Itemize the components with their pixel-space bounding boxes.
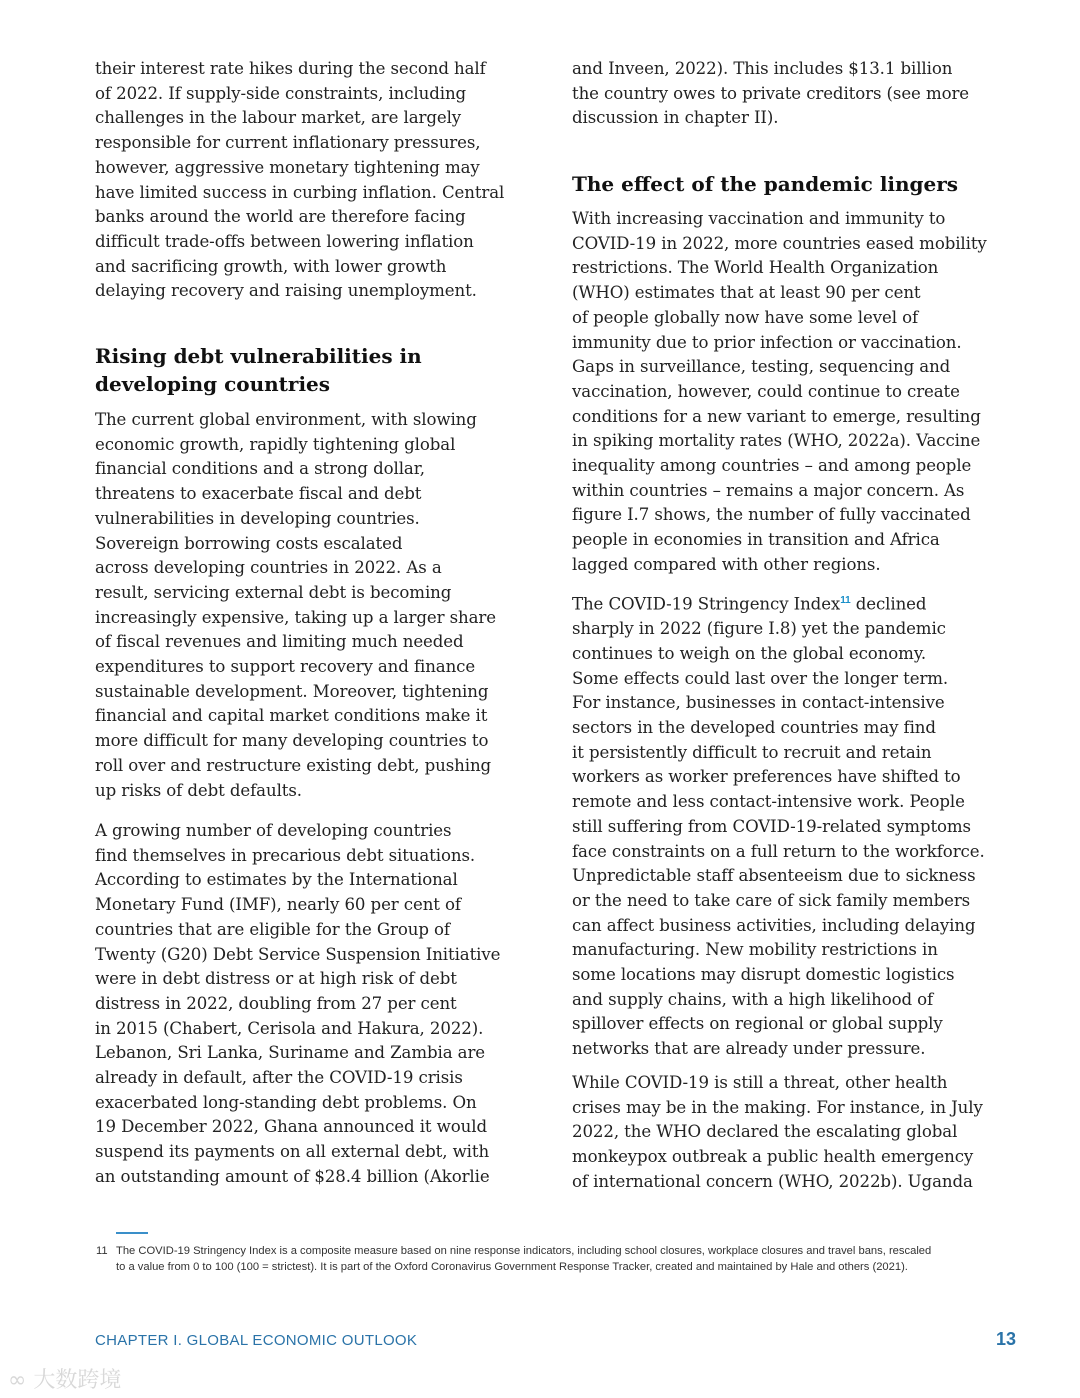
text-line: already in default, after the COVID-19 crisis xyxy=(95,1068,463,1088)
text-line: suspend its payments on all external debt, with xyxy=(95,1142,490,1162)
text-line: and supply chains, with a high likelihood of xyxy=(572,989,934,1009)
text-line: it persistently difficult to recruit and retain xyxy=(572,742,932,762)
text-line: challenges in the labour market, are largely xyxy=(95,108,462,128)
paragraph xyxy=(572,207,987,578)
text-line: While COVID-19 is still a threat, other health xyxy=(572,1073,948,1092)
chapter-title: CHAPTER I. GLOBAL ECONOMIC OUTLOOK xyxy=(95,1332,418,1349)
text-line: and Inveen, 2022). This includes $13.1 billion xyxy=(572,59,953,78)
text-line: networks that are already under pressure. xyxy=(572,1039,926,1059)
text-line: within countries – remains a major concern. As xyxy=(572,480,965,500)
text-line: manufacturing. New mobility restrictions in xyxy=(572,940,938,960)
text-line: of international concern (WHO, 2022b). Uganda xyxy=(572,1171,973,1191)
text-line: According to estimates by the International xyxy=(95,870,458,890)
text-line: Some effects could last over the longer term. xyxy=(572,668,949,688)
text-line: sectors in the developed countries may find xyxy=(572,718,936,738)
text-line: discussion in chapter II). xyxy=(572,108,779,128)
text-line: difficult trade-offs between lowering inflation xyxy=(95,231,474,251)
text: The COVID-19 Stringency Index xyxy=(572,594,841,614)
text-line: of 2022. If supply-side constraints, including xyxy=(95,83,467,103)
text-line: find themselves in precarious debt situations. xyxy=(95,845,476,865)
text-line: developing countries xyxy=(95,372,331,396)
text-line: have limited success in curbing inflation. Central xyxy=(95,182,505,202)
text: declined xyxy=(850,594,927,614)
text-line: The current global environment, with slowing xyxy=(95,410,477,429)
text-line: can affect business activities, including delaying xyxy=(572,915,976,935)
text-line: up risks of debt defaults. xyxy=(95,780,302,800)
text-line: remote and less contact-intensive work. People xyxy=(572,792,965,812)
text-line: countries that are eligible for the Group of xyxy=(95,919,450,939)
text-line: For instance, businesses in contact-intensive xyxy=(572,693,945,713)
section-heading xyxy=(95,342,422,398)
text-line: COVID-19 in 2022, more countries eased mobility xyxy=(572,233,987,253)
paragraph xyxy=(572,57,969,131)
text-line: workers as worker preferences have shifted to xyxy=(572,767,961,787)
text-line: banks around the world are therefore facing xyxy=(95,207,466,227)
text-line: responsible for current inflationary pressures, xyxy=(95,133,481,153)
text-line: sustainable development. Moreover, tightening xyxy=(95,681,489,701)
text-line: immunity due to prior infection or vaccination. xyxy=(572,332,962,352)
text-line: The effect of the pandemic lingers xyxy=(572,172,959,196)
text-line: increasingly expensive, taking up a larger share xyxy=(95,607,496,627)
text-line: threatens to exacerbate fiscal and debt xyxy=(95,484,422,504)
text-line: restrictions. The World Health Organization xyxy=(572,258,939,278)
text-line: vaccination, however, could continue to create xyxy=(572,381,960,401)
text-line: distress in 2022, doubling from 27 per cent xyxy=(95,993,457,1013)
text-line: Sovereign borrowing costs escalated xyxy=(95,533,403,553)
text-line: The COVID-19 Stringency Index is a composite measure based on nine response indicators, including school closures, workplace closures and travel bans, rescaled xyxy=(116,1245,932,1257)
text-line: in 2015 (Chabert, Cerisola and Hakura, 2022). xyxy=(95,1018,484,1038)
text-line: people in economies in transition and Africa xyxy=(572,530,940,550)
text-line: to a value from 0 to 100 (100 = strictest). It is part of the Oxford Coronavirus Government Response Tracker, created and maintained by Hale and others (2021). xyxy=(116,1261,908,1273)
text-line: the country owes to private creditors (see more xyxy=(572,83,970,103)
text-line: Twenty (G20) Debt Service Suspension Initiative xyxy=(95,944,501,964)
paragraph xyxy=(95,408,496,803)
section-heading xyxy=(572,170,958,198)
text-line: 19 December 2022, Ghana announced it would xyxy=(95,1117,487,1137)
text-line: of people globally now have some level of xyxy=(572,307,919,327)
text-line: financial conditions and a strong dollar, xyxy=(95,459,425,479)
text-line: Monetary Fund (IMF), nearly 60 per cent of xyxy=(95,895,461,915)
text-line: delaying recovery and raising unemployment. xyxy=(95,281,477,301)
text-line: Lebanon, Sri Lanka, Suriname and Zambia are xyxy=(95,1043,486,1063)
text-line: roll over and restructure existing debt, pushing xyxy=(95,755,492,775)
text-line: figure I.7 shows, the number of fully vaccinated xyxy=(572,505,971,525)
text-line: their interest rate hikes during the second half xyxy=(95,59,486,78)
text-line: some locations may disrupt domestic logistics xyxy=(572,965,955,985)
text-line: monkeypox outbreak a public health emergency xyxy=(572,1147,974,1167)
text-line: or the need to take care of sick family members xyxy=(572,890,971,910)
text-line: sharply in 2022 (figure I.8) yet the pandemic xyxy=(572,619,946,639)
text-line: A growing number of developing countries xyxy=(95,821,452,840)
text-line xyxy=(572,589,985,617)
text-line: Unpredictable staff absenteeism due to sickness xyxy=(572,866,976,886)
footnote-text xyxy=(116,1243,931,1275)
text-line: an outstanding amount of $28.4 billion (Akorlie xyxy=(95,1166,490,1186)
paragraph xyxy=(572,589,985,1062)
text-line: of fiscal revenues and limiting much needed xyxy=(95,632,464,652)
text-line: (WHO) estimates that at least 90 per cent xyxy=(572,283,921,303)
text-line: more difficult for many developing countries to xyxy=(95,731,489,751)
text-line: result, servicing external debt is becoming xyxy=(95,582,452,602)
text-line: conditions for a new variant to emerge, resulting xyxy=(572,406,981,426)
text-line: however, aggressive monetary tightening may xyxy=(95,157,480,177)
text-line: lagged compared with other regions. xyxy=(572,554,881,574)
text-line: financial and capital market conditions make it xyxy=(95,706,488,726)
paragraph-body xyxy=(572,617,985,1062)
text-line: crises may be in the making. For instance, in July xyxy=(572,1097,983,1117)
text-line: vulnerabilities in developing countries. xyxy=(95,508,420,528)
page-number: 13 xyxy=(995,1329,1016,1349)
text-line: face constraints on a full return to the workforce. xyxy=(572,841,985,861)
text-line: still suffering from COVID-19-related symptoms xyxy=(572,816,971,836)
text-line: With increasing vaccination and immunity to xyxy=(572,209,946,228)
text-line: spillover effects on regional or global supply xyxy=(572,1014,943,1034)
text-line: Gaps in surveillance, testing, sequencing and xyxy=(572,357,951,377)
text-line: were in debt distress or at high risk of debt xyxy=(95,969,457,989)
text-line: Rising debt vulnerabilities in xyxy=(95,344,422,368)
text-line: continues to weigh on the global economy. xyxy=(572,643,927,663)
text-line: and sacrificing growth, with lower growth xyxy=(95,256,447,276)
text-line: in spiking mortality rates (WHO, 2022a). Vaccine xyxy=(572,431,981,451)
text-line: exacerbated long-standing debt problems. On xyxy=(95,1092,477,1112)
paragraph xyxy=(95,819,500,1190)
footnote-divider xyxy=(116,1232,148,1234)
text-line: 2022, the WHO declared the escalating global xyxy=(572,1122,958,1142)
paragraph xyxy=(95,57,504,304)
paragraph xyxy=(572,1071,983,1195)
text-line: inequality among countries – and among people xyxy=(572,456,972,476)
text-line: across developing countries in 2022. As a xyxy=(95,558,442,578)
footnote-number: 11 xyxy=(96,1245,108,1257)
footnote-reference[interactable]: 11 xyxy=(840,595,851,606)
text-line: economic growth, rapidly tightening global xyxy=(95,434,456,454)
watermark-logo: ∞ 大数跨境 xyxy=(8,1368,122,1393)
text-line: expenditures to support recovery and finance xyxy=(95,657,476,677)
